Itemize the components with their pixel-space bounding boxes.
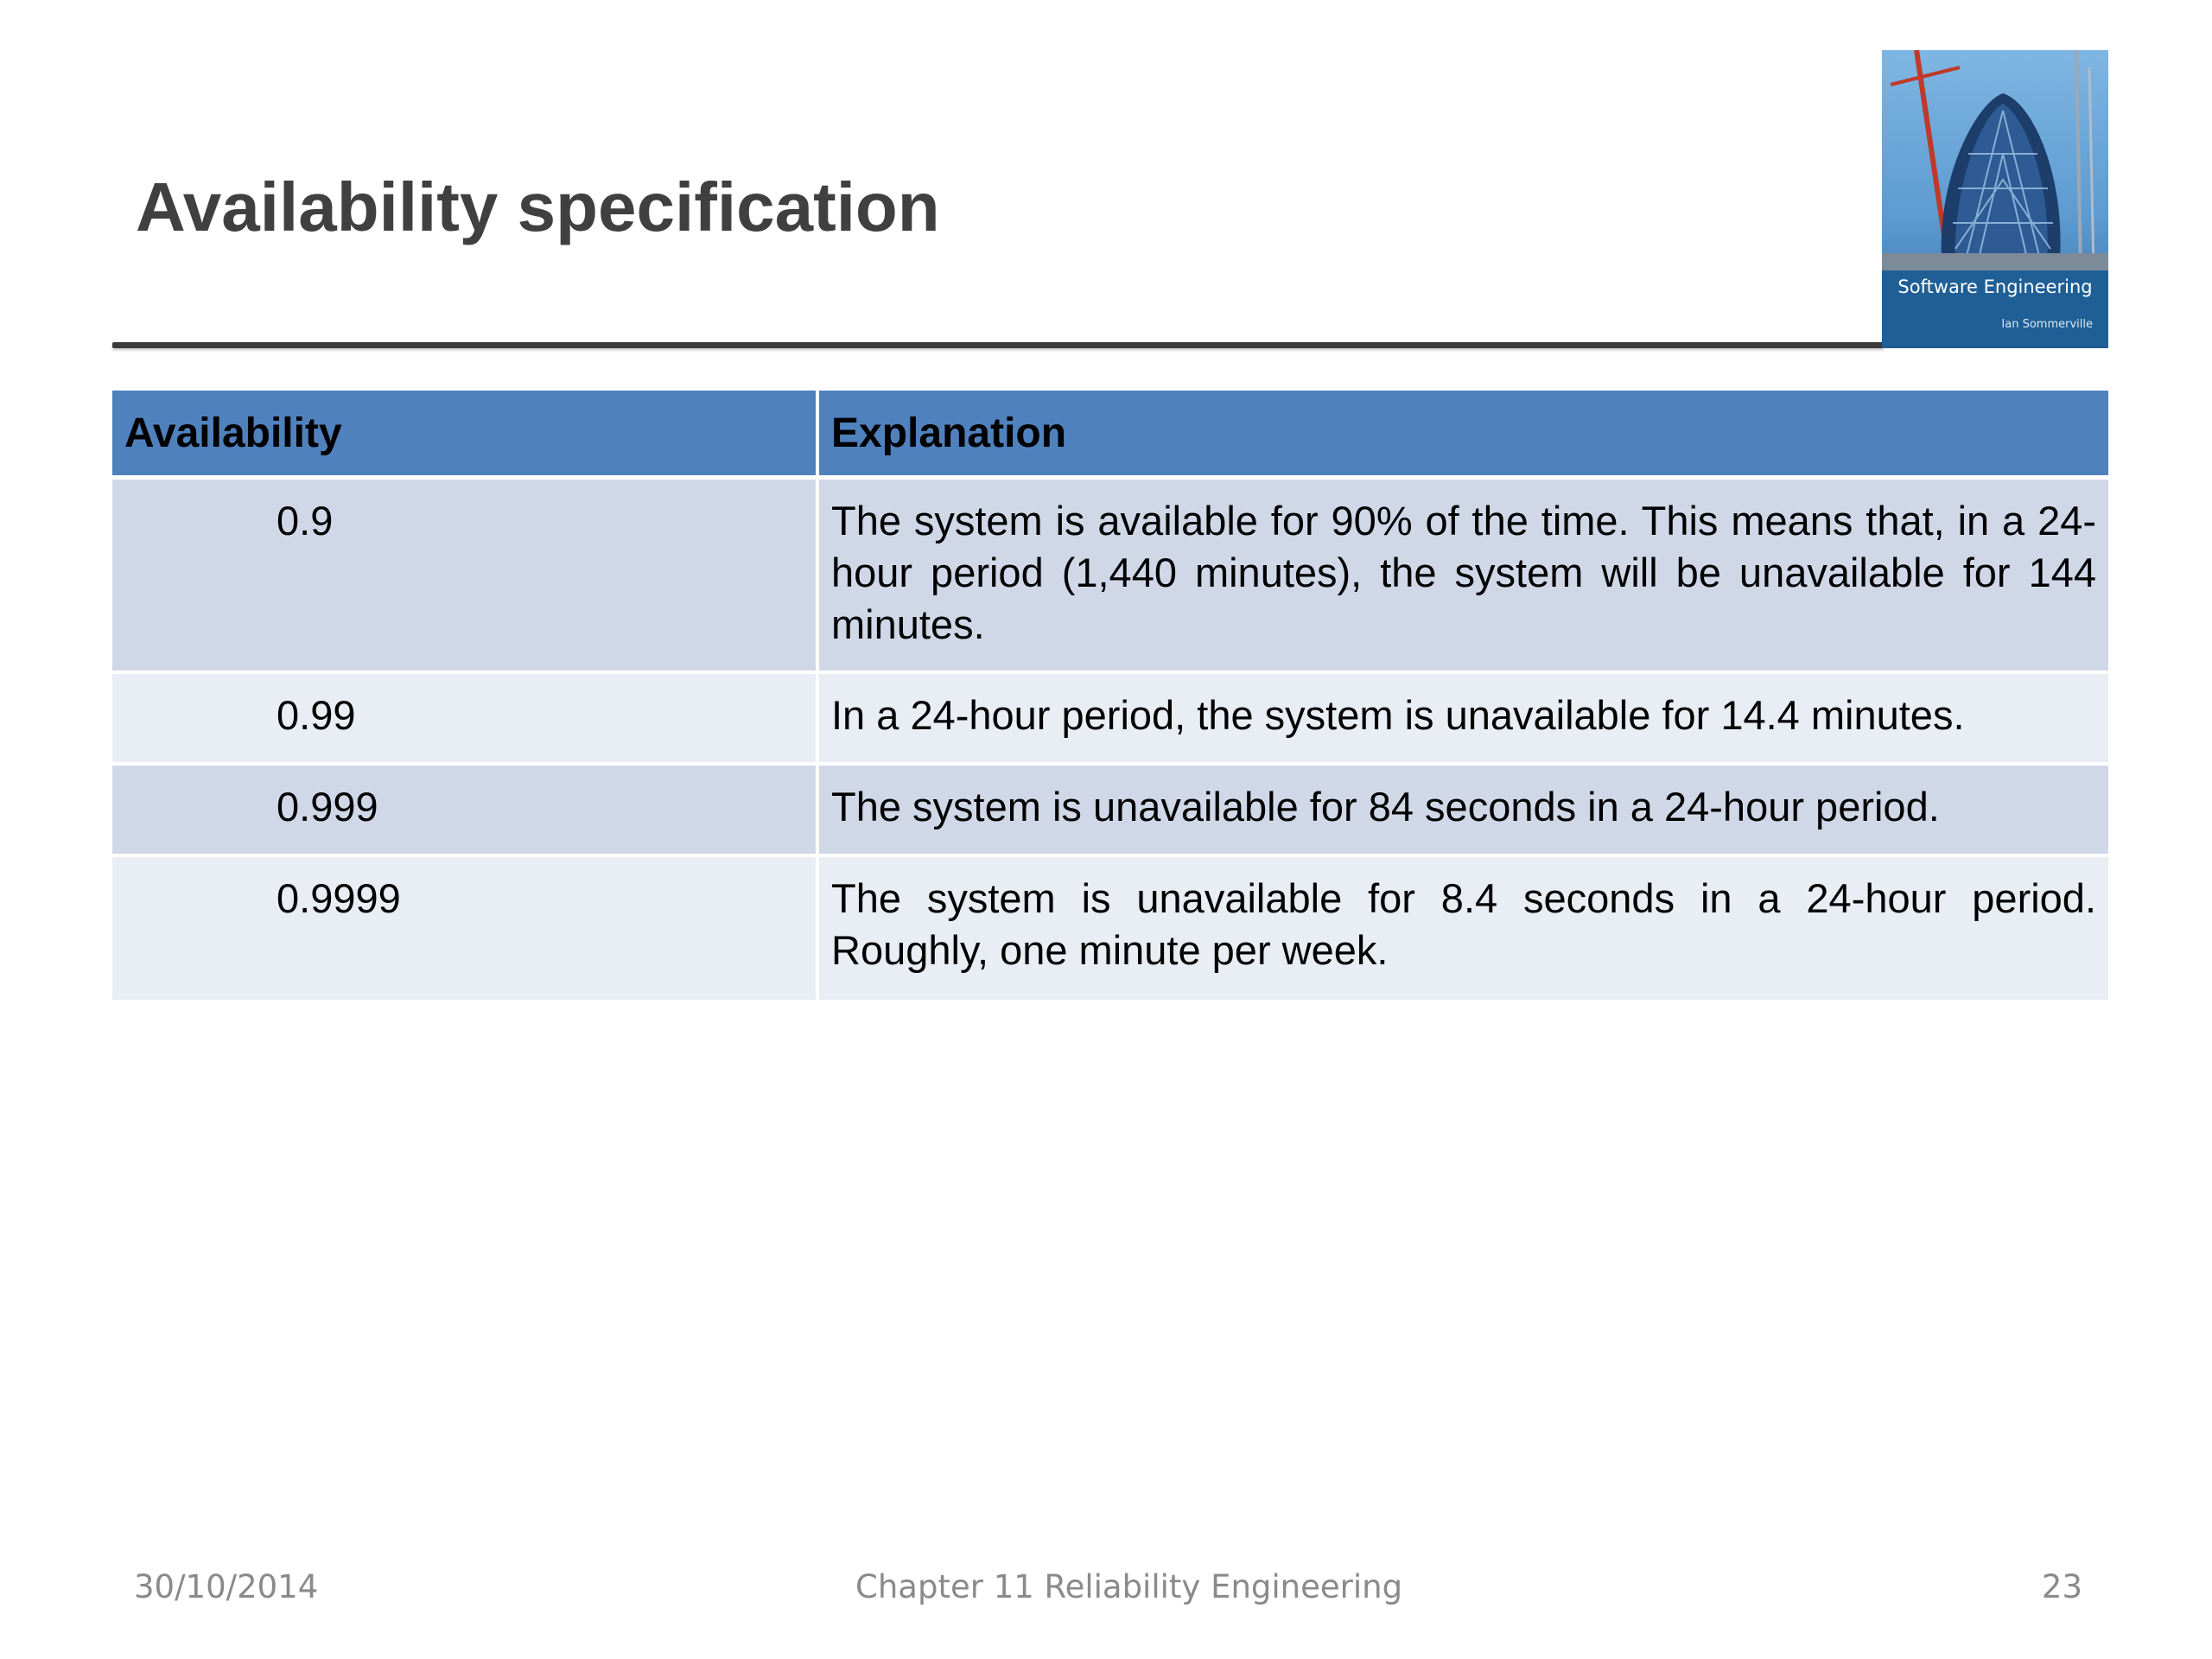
- availability-value: 0.999: [112, 766, 819, 857]
- availability-explanation: The system is available for 90% of the time. This means that, in a 24-hour period (1,440 minutes), the system will be unavailable for 144 minutes.: [819, 480, 2108, 674]
- availability-table: [112, 391, 2108, 1000]
- availability-explanation: The system is unavailable for 8.4 seconds in a 24-hour period. Roughly, one minute per week.: [819, 857, 2108, 1000]
- footer-page-number: 23: [2041, 1568, 2082, 1605]
- column-header-explanation: Explanation: [819, 391, 2108, 480]
- book-cover-title: Software Engineering: [1897, 276, 2093, 297]
- table-header-row: [112, 391, 2108, 480]
- book-cover-author: Ian Sommerville: [2001, 318, 2093, 331]
- footer-chapter: Chapter 11 Reliability Engineering: [855, 1568, 1403, 1605]
- availability-value: 0.9: [112, 480, 819, 674]
- table-row: [112, 674, 2108, 766]
- availability-value: 0.99: [112, 674, 819, 766]
- title-divider: [112, 342, 1884, 348]
- availability-value: 0.9999: [112, 857, 819, 1000]
- table-row: [112, 480, 2108, 674]
- availability-explanation: The system is unavailable for 84 seconds in a 24-hour period.: [819, 766, 2108, 857]
- table-row: [112, 766, 2108, 857]
- book-cover-image: [1882, 50, 2108, 348]
- column-header-availability: Availability: [112, 391, 819, 480]
- footer-date: 30/10/2014: [134, 1568, 319, 1605]
- availability-explanation: In a 24-hour period, the system is unavailable for 14.4 minutes.: [819, 674, 2108, 766]
- slide-title: Availability specification: [136, 168, 940, 245]
- table-row: [112, 857, 2108, 1000]
